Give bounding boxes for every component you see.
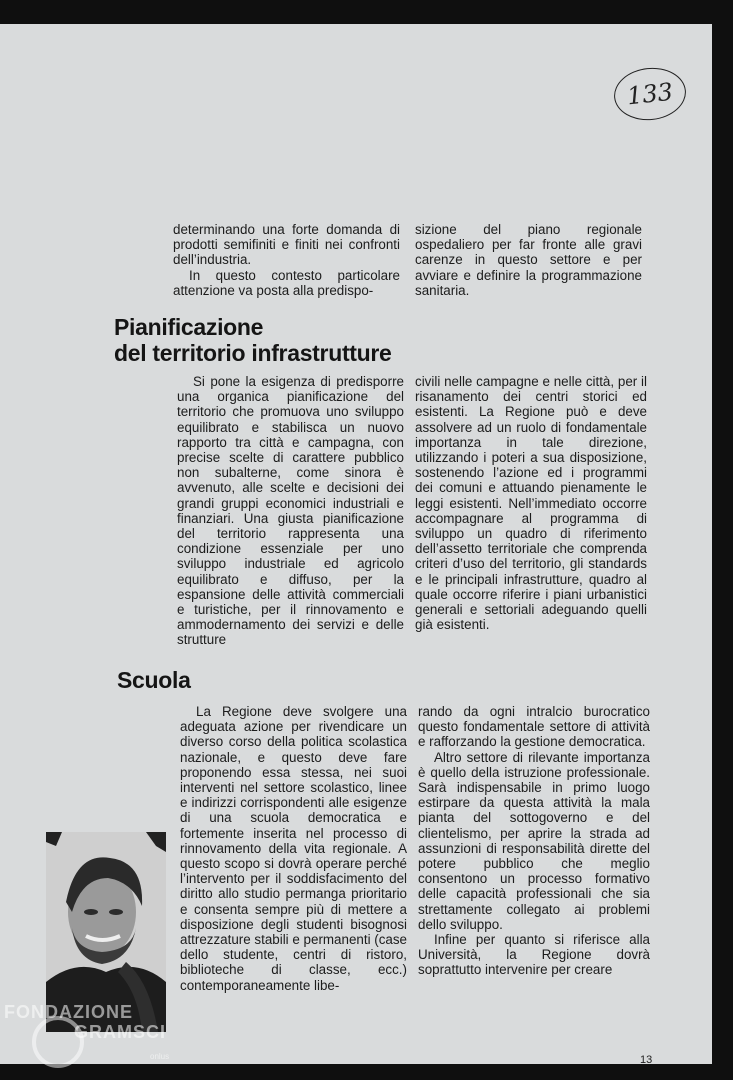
- scuola-right-para-2: Altro settore di rilevante importanza è quello della istruzione professionale. Sarà indispensabile in primo luogo estirpare da questa attività la mala pianta del sottogoverno e del clientelismo, per aprire la strada ad assunzioni di responsabilità dirette del potere pubblico che meglio consentono un processo formativo delle capacità professionali che sia strettamente collegato ai problemi dello sviluppo.: [418, 749, 650, 932]
- scuola-column-right: [418, 704, 650, 978]
- handwritten-page-number: 133: [611, 64, 688, 123]
- intro-column-right: [415, 222, 642, 298]
- scuola-right-para-1: rando da ogni intralcio burocratico questo fondamentale settore di attività e rafforzando la gestione democratica.: [418, 704, 650, 750]
- pianificazione-right-text: civili nelle campagne e nelle città, per il risanamento dei centri storici ed esistenti. La Regione può e deve assolvere ad un ruolo di fondamentale importanza in tale direzione, utilizzando i poteri a sua disposizione, sostenendo l’azione ed i programmi dei comuni e attuando pienamente le leggi esistenti. Nell’immediato occorre accompagnare al programma di sviluppo un quadro di riferimento dell’assetto territoriale che comprenda criteri d’uso del territorio, gli standards e le principali infrastrutture, quadro al quale occorre riferire i piani urbanistici generali e settoriali adeguando quelli già esistenti.: [415, 374, 647, 633]
- scuola-right-para-3: Infine per quanto si riferisce alla Università, la Regione dovrà soprattutto intervenire per creare: [418, 932, 650, 978]
- watermark-line-3: onlus: [150, 1052, 170, 1061]
- section-title-line-1: Pianificazione: [114, 314, 264, 340]
- scuola-left-text: La Regione deve svolgere una adeguata azione per rivendicare un diverso corso della politica scolastica nazionale, e questo deve fare proponendo essa stessa, nei suoi interventi nel settore scolastico, linee e indirizzi corrispondenti alle esigenze di una scuola democratica e fortemente inserita nel processo di rinnovamento della vita regionale. A questo scopo si dovrà operare perché l’intervento per il soddisfacimento del diritto allo studio permanga prioritario e consenta sempre più di mettere a disposizione degli studenti bisognosi attrezzature stabili e permanenti (case dello studente, centri di ristoro, biblioteche di classe, ecc.) contemporaneamente libe-: [180, 704, 408, 993]
- pianificazione-column-right: [415, 374, 647, 632]
- intro-right-para-1: sizione del piano regionale ospedaliero per far fronte alle gravi carenze in questo settore e per avviare e definire la programmazione sanitaria.: [415, 222, 642, 298]
- intro-left-para-1: determinando una forte domanda di prodotti semifiniti e finiti nei confronti dell’industria.: [173, 222, 400, 268]
- document-page: [0, 24, 712, 1064]
- intro-column-left: [173, 222, 400, 298]
- printed-page-number: 13: [640, 1054, 653, 1066]
- watermark-logo: [4, 1000, 194, 1080]
- section-title-line-2: del territorio infrastrutture: [114, 340, 392, 366]
- section-title-scuola: Scuola: [117, 667, 191, 693]
- pianificazione-column-left: [177, 374, 404, 648]
- scuola-column-left: [180, 704, 407, 993]
- section-title-pianificazione: [114, 314, 392, 366]
- intro-left-para-2: In questo contesto particolare attenzione va posta alla predispo-: [173, 267, 400, 298]
- watermark-line-2: GRAMSCI: [74, 1022, 166, 1042]
- watermark-line-1: FONDAZIONE: [4, 1002, 133, 1022]
- pianificazione-left-text: Si pone la esigenza di predisporre una organica pianificazione del territorio che promuova uno sviluppo equilibrato e stabilisca un nuovo rapporto tra città e campagna, con precise scelte di carattere pubblico non subalterne, come sinora è avvenuto, alle scelte e decisioni dei grandi gruppi economici industriali e finanziari. Una giusta pianificazione del territorio rappresenta una condizione essenziale per uno sviluppo industriale ed agricolo equilibrato e diffuso, per la espansione delle attività commerciali e turistiche, per il rinnovamento e ammodernamento dei servizi e delle strutture: [177, 374, 404, 648]
